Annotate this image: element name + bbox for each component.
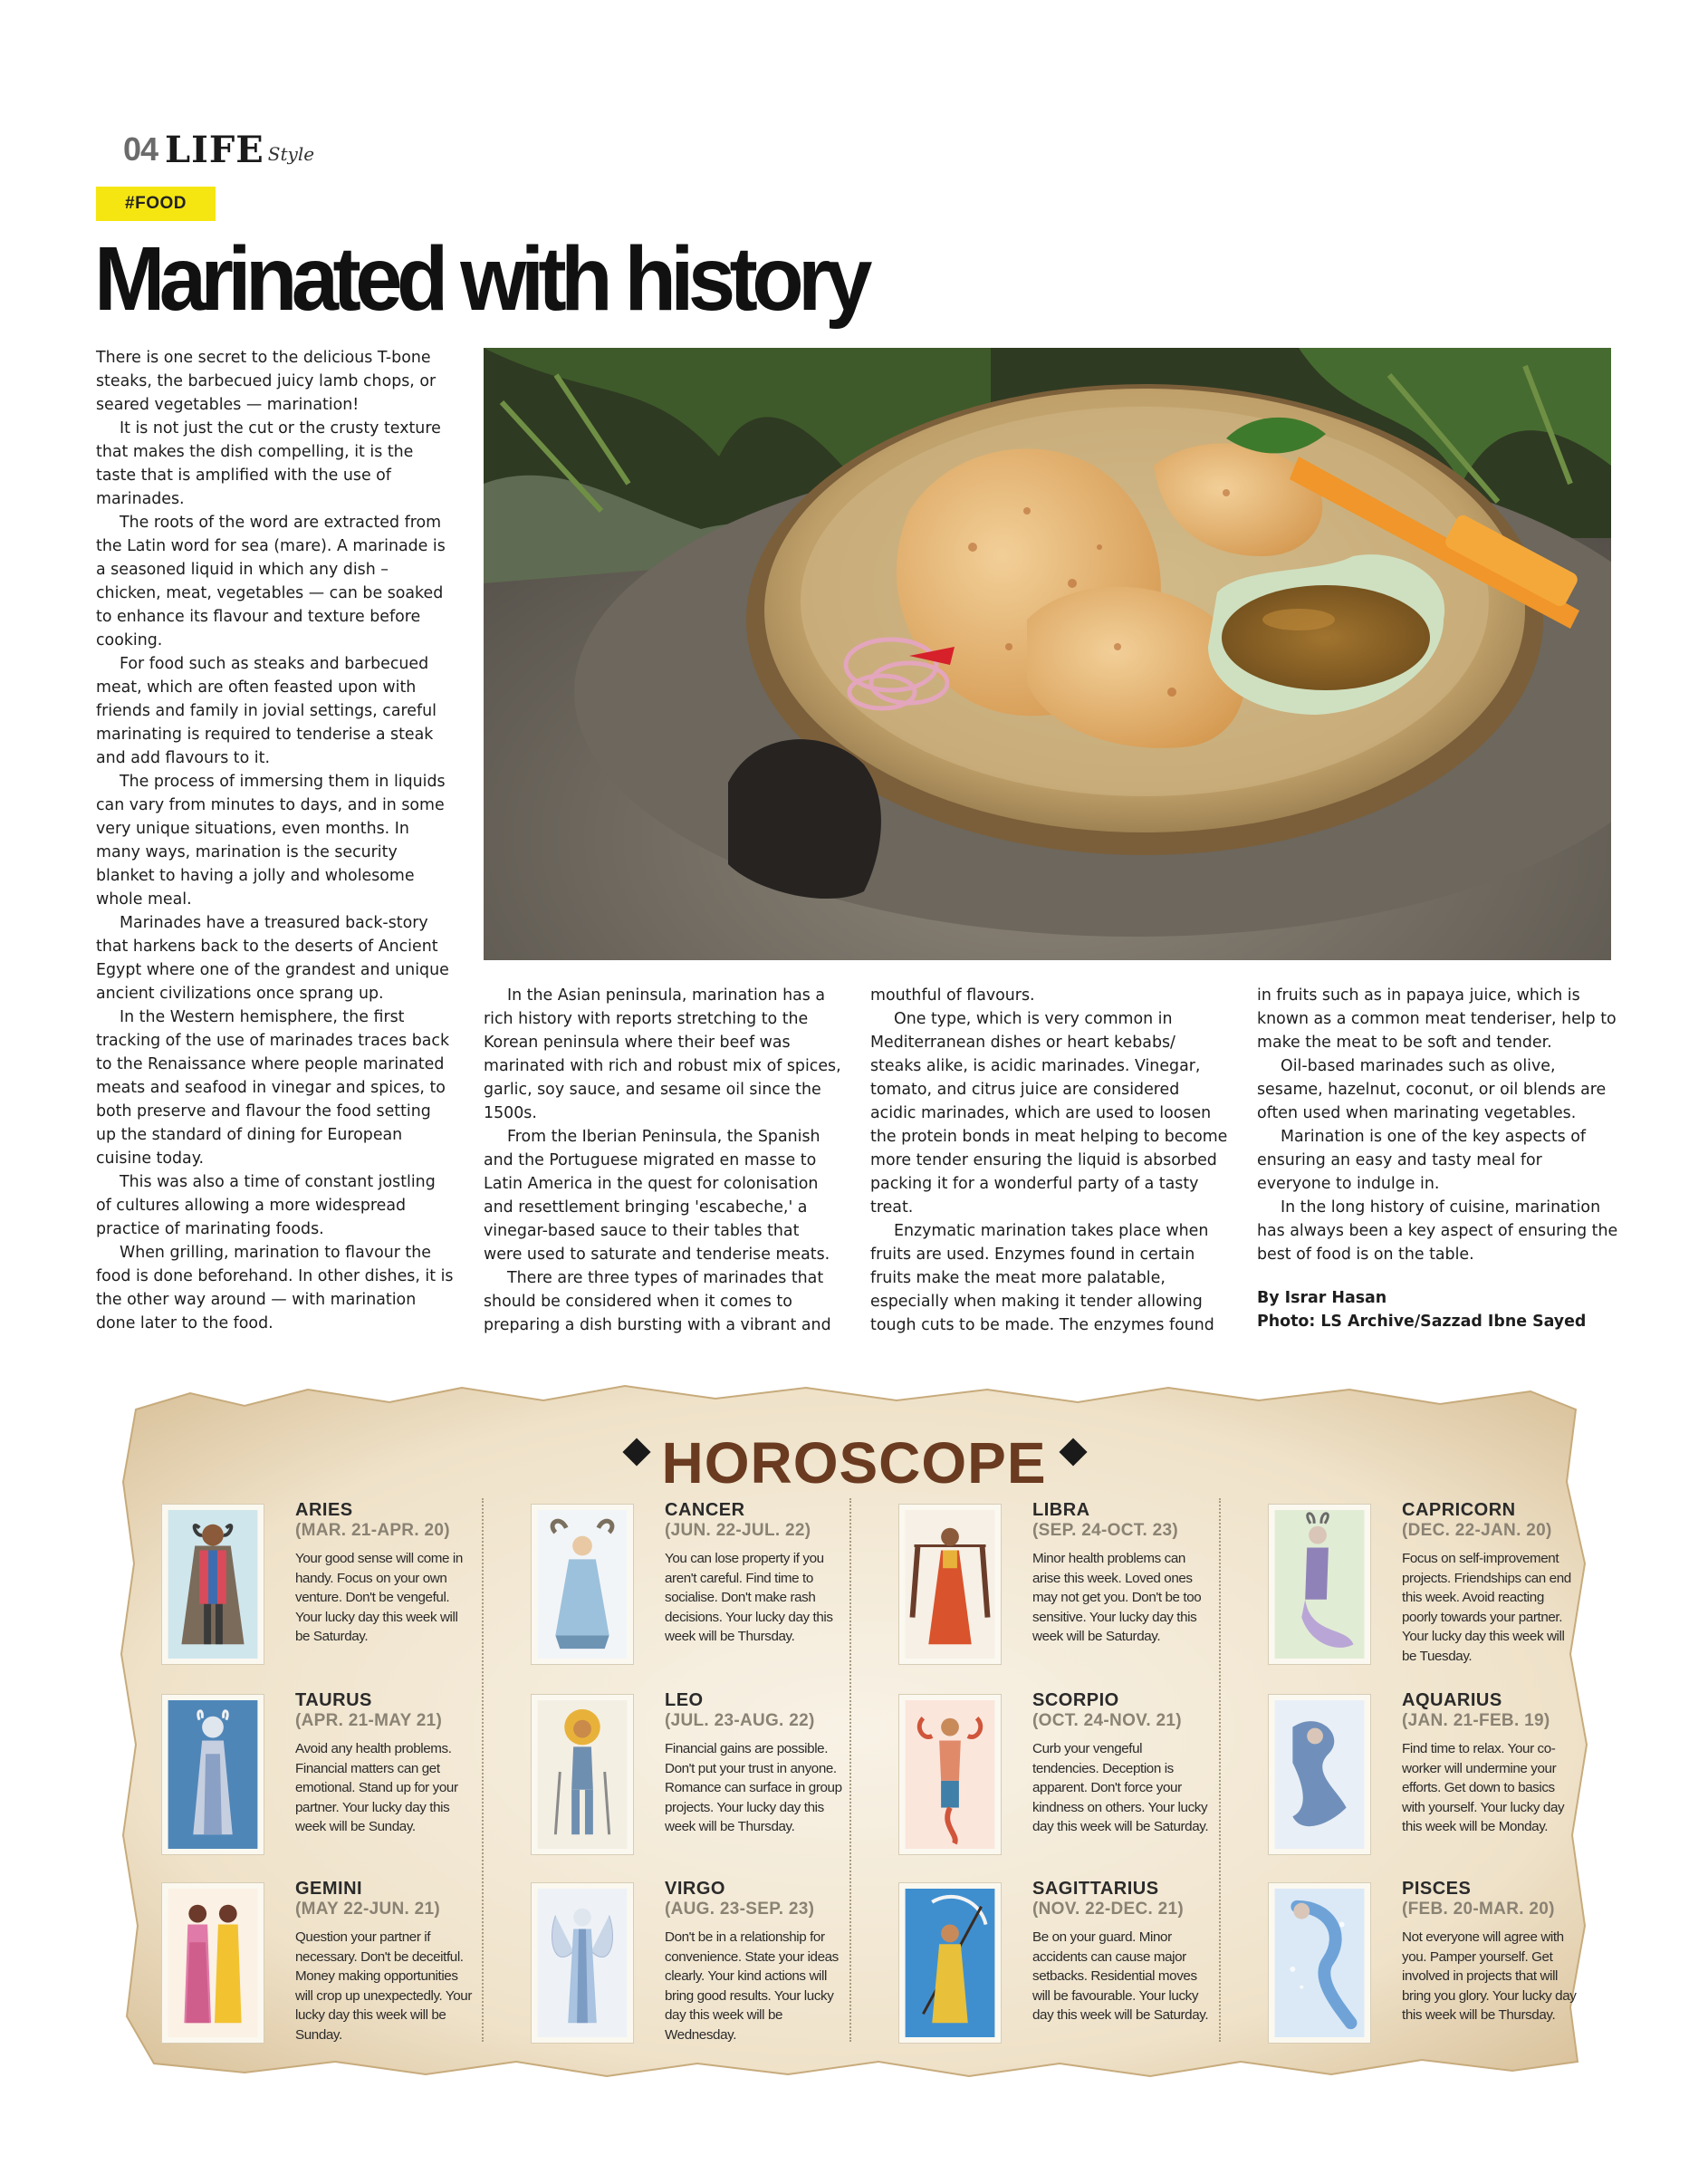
sign-aries (161, 1500, 487, 1681)
sign-forecast: Curb your vengeful tendencies. Deception is apparent. Don't force your kindness on others. Your lucky day this week will be Saturday. (1032, 1741, 1209, 1834)
paragraph: In the Western hemisphere, the first tracking of the use of marinades traces back to the Renaissance where people marinated meats and seafood in vinegar and spices, to both preserve and flavour the food setting up the standard of dining for European cuisine today. (96, 1008, 450, 1168)
sign-illustration (898, 1882, 1002, 2044)
paragraph: There are three types of marinades that should be considered when it comes to preparing a dish bursting with a vibrant and (484, 1269, 831, 1334)
sign-leo (531, 1690, 857, 1871)
sign-name: SAGITTARIUS (1032, 1879, 1159, 1899)
sign-forecast: Focus on self-improvement projects. Friendships can end this week. Avoid reacting poorly towards your partner. Your lucky day this week will be Tuesday. (1402, 1551, 1571, 1664)
paragraph: For food such as steaks and barbecued meat, which are often feasted upon with friends and family in jovial settings, careful marinating is required to tenderise a steak and add flavours to it. (96, 655, 437, 767)
sign-illustration (161, 1694, 264, 1855)
sign-forecast: Find time to relax. Your co-worker will undermine your efforts. Get down to basics with yourself. Your lucky day this week will be Monday. (1402, 1741, 1565, 1834)
sign-sagittarius (898, 1879, 1224, 2060)
scorpio-icon (905, 1700, 995, 1849)
sign-illustration (898, 1694, 1002, 1855)
sign-dates: (NOV. 22-DEC. 21) (1032, 1900, 1185, 1919)
sign-name: CANCER (665, 1500, 745, 1520)
paragraph: When grilling, marination to flavour the food is done beforehand. In other dishes, it is the other way around — with marination done later to the food. (96, 1244, 454, 1332)
paragraph: In the Asian peninsula, marination has a rich history with reports stretching to the Korean peninsula where their beef was marinated with rich and robust mix of spices, garlic, soy sauce, and sesame oil since the 1500s. (484, 986, 841, 1122)
sign-scorpio (898, 1690, 1224, 1871)
sign-name: VIRGO (665, 1879, 725, 1899)
brand-logo-sub: Style (267, 143, 315, 165)
sign-forecast: You can lose property if you aren't careful. Find time to socialise. Don't make rash decisions. Your lucky day this week will be Thursday. (665, 1551, 833, 1644)
sign-forecast: Not everyone will agree with you. Pamper yourself. Get involved in projects that will bring you glory. Your lucky day this week will be Thursday. (1402, 1929, 1577, 2023)
sign-illustration (1268, 1504, 1371, 1665)
page-number: 04 (123, 130, 158, 168)
sign-name: GEMINI (295, 1879, 363, 1899)
paragraph: This was also a time of constant jostling of cultures allowing a more widespread practice of marinating foods. (96, 1173, 436, 1238)
article-column-2 (484, 984, 842, 1337)
sign-forecast: Your good sense will come in handy. Focus on your own venture. Don't be vengeful. Your lucky day this week will be Saturday. (295, 1551, 463, 1644)
paragraph: in fruits such as in papaya juice, which is known as a common meat tenderiser, help to make the meat to be soft and tender. (1257, 986, 1617, 1052)
horoscope-panel (118, 1382, 1590, 2080)
sign-name: SCORPIO (1032, 1690, 1119, 1710)
sign-aquarius (1268, 1690, 1594, 1871)
sign-name: LEO (665, 1690, 704, 1710)
sign-taurus (161, 1690, 487, 1871)
sign-dates: (APR. 21-MAY 21) (295, 1711, 443, 1730)
pisces-icon (1274, 1889, 1365, 2037)
sign-forecast: Question your partner if necessary. Don't be deceitful. Money making opportunities will crop up unexpectedly. Your lucky day this week will be Sunday. (295, 1929, 473, 2043)
paragraph: mouthful of flavours. (870, 986, 1035, 1005)
paragraph: In the long history of cuisine, marination has always been a key aspect of ensuring the best of food is on the table. (1257, 1198, 1618, 1264)
sign-gemini (161, 1879, 487, 2060)
sign-dates: (MAR. 21-APR. 20) (295, 1521, 450, 1540)
sign-dates: (FEB. 20-MAR. 20) (1402, 1900, 1555, 1919)
sign-illustration (531, 1882, 634, 2044)
sign-illustration (161, 1504, 264, 1665)
sign-illustration (531, 1504, 634, 1665)
aries-icon (168, 1510, 258, 1659)
virgo-icon (537, 1889, 628, 2037)
article-column-1 (96, 346, 455, 1335)
paragraph: One type, which is very common in Mediterranean dishes or heart kebabs/ steaks alike, is acidic marinades. Vinegar, tomato, and citrus juice are considered acidic marinades, which are used to loosen the protein bonds in meat helping to become more tender ensuring the liquid is absorbed packing it for a wonderful party of a tasty treat. (870, 1010, 1228, 1217)
paragraph: Marinades have a treasured back-story that harkens back to the deserts of Ancient Egypt where one of the grandest and unique ancient civilizations once sprang up. (96, 914, 449, 1003)
sign-forecast: Financial gains are possible. Don't put your trust in anyone. Romance can surface in group projects. Your lucky day this week will be Thursday. (665, 1741, 842, 1834)
sign-dates: (JUL. 23-AUG. 22) (665, 1711, 815, 1730)
sign-illustration (531, 1694, 634, 1855)
sign-dates: (DEC. 22-JAN. 20) (1402, 1521, 1552, 1540)
byline-photo-credit: Photo: LS Archive/Sazzad Ibne Sayed (1257, 1313, 1587, 1331)
masthead (123, 123, 315, 171)
sign-illustration (1268, 1882, 1371, 2044)
aquarius-icon (1274, 1700, 1365, 1849)
brand-logo: LIFE (165, 129, 264, 171)
article-column-3 (870, 984, 1229, 1337)
article-photo (484, 348, 1611, 960)
sign-name: PISCES (1402, 1879, 1472, 1899)
paragraph: It is not just the cut or the crusty texture that makes the dish compelling, it is the taste that is amplified with the use of marinades. (96, 419, 441, 508)
paragraph: Oil-based marinades such as olive, sesame, hazelnut, coconut, or oil blends are often used when marinating vegetables. (1257, 1057, 1607, 1122)
sign-capricorn (1268, 1500, 1594, 1681)
sign-name: LIBRA (1032, 1500, 1090, 1520)
sign-dates: (MAY 22-JUN. 21) (295, 1900, 441, 1919)
sign-forecast: Avoid any health problems. Financial matters can get emotional. Stand up for your partner. Your lucky day this week will be Sunday. (295, 1741, 458, 1834)
gemini-icon (168, 1889, 258, 2037)
capricorn-icon (1274, 1510, 1365, 1659)
section-tag[interactable]: #FOOD (96, 187, 216, 221)
sign-illustration (1268, 1694, 1371, 1855)
sagittarius-icon (905, 1889, 995, 2037)
horoscope-title: HOROSCOPE (661, 1430, 1047, 1496)
sign-forecast: Don't be in a relationship for convenience. State your ideas clearly. Your kind actions will bring good results. Your lucky day this week will be Wednesday. (665, 1929, 839, 2043)
sign-cancer (531, 1500, 857, 1681)
libra-icon (905, 1510, 995, 1659)
paragraph: The process of immersing them in liquids can vary from minutes to days, and in some very unique situations, even months. In many ways, marination is the security blanket to having a jolly and wholesome whole meal. (96, 773, 446, 909)
sign-dates: (JAN. 21-FEB. 19) (1402, 1711, 1550, 1730)
sign-dates: (OCT. 24-NOV. 21) (1032, 1711, 1182, 1730)
leo-icon (537, 1700, 628, 1849)
taurus-icon (168, 1700, 258, 1849)
sign-illustration (898, 1504, 1002, 1665)
sign-dates: (JUN. 22-JUL. 22) (665, 1521, 811, 1540)
sign-name: CAPRICORN (1402, 1500, 1516, 1520)
sign-forecast: Be on your guard. Minor accidents can cause major setbacks. Residential moves will be favourable. Your lucky day this week will be Saturday. (1032, 1929, 1209, 2023)
article-column-4 (1257, 984, 1619, 1333)
article-headline: Marinated with history (94, 228, 867, 330)
cancer-icon (537, 1510, 628, 1659)
sign-name: ARIES (295, 1500, 353, 1520)
sign-virgo (531, 1879, 857, 2060)
sign-illustration (161, 1882, 264, 2044)
marinated-chicken-illustration (484, 348, 1611, 960)
sign-dates: (AUG. 23-SEP. 23) (665, 1900, 815, 1919)
paragraph: The roots of the word are extracted from the Latin word for sea (mare). A marinade is a seasoned liquid in which any dish – chicken, meat, vegetables — can be soaked to enhance its flavour and texture before cooking. (96, 514, 446, 649)
paragraph: Marination is one of the key aspects of ensuring an easy and tasty meal for everyone to indulge in. (1257, 1128, 1586, 1193)
sign-name: TAURUS (295, 1690, 372, 1710)
paragraph: Enzymatic marination takes place when fruits are used. Enzymes found in certain fruits make the meat more palatable, especially when making it tender allowing tough cuts to be made. The enzymes found (870, 1222, 1214, 1334)
paragraph: There is one secret to the delicious T-bone steaks, the barbecued juicy lamb chops, or seared vegetables — marination! (96, 349, 437, 414)
sign-pisces (1268, 1879, 1594, 2060)
sign-dates: (SEP. 24-OCT. 23) (1032, 1521, 1179, 1540)
byline-author: By Israr Hasan (1257, 1289, 1387, 1307)
sign-forecast: Minor health problems can arise this week. Loved ones may not get you. Don't be too sensitive. Your lucky day this week will be Saturday. (1032, 1551, 1202, 1644)
sign-name: AQUARIUS (1402, 1690, 1502, 1710)
paragraph: From the Iberian Peninsula, the Spanish and the Portuguese migrated en masse to Latin America in the quest for colonisation and resettlement bringing 'escabeche,' a vinegar-based sauce to their tables that were used to saturate and tenderise meats. (484, 1128, 830, 1264)
sign-libra (898, 1500, 1224, 1681)
